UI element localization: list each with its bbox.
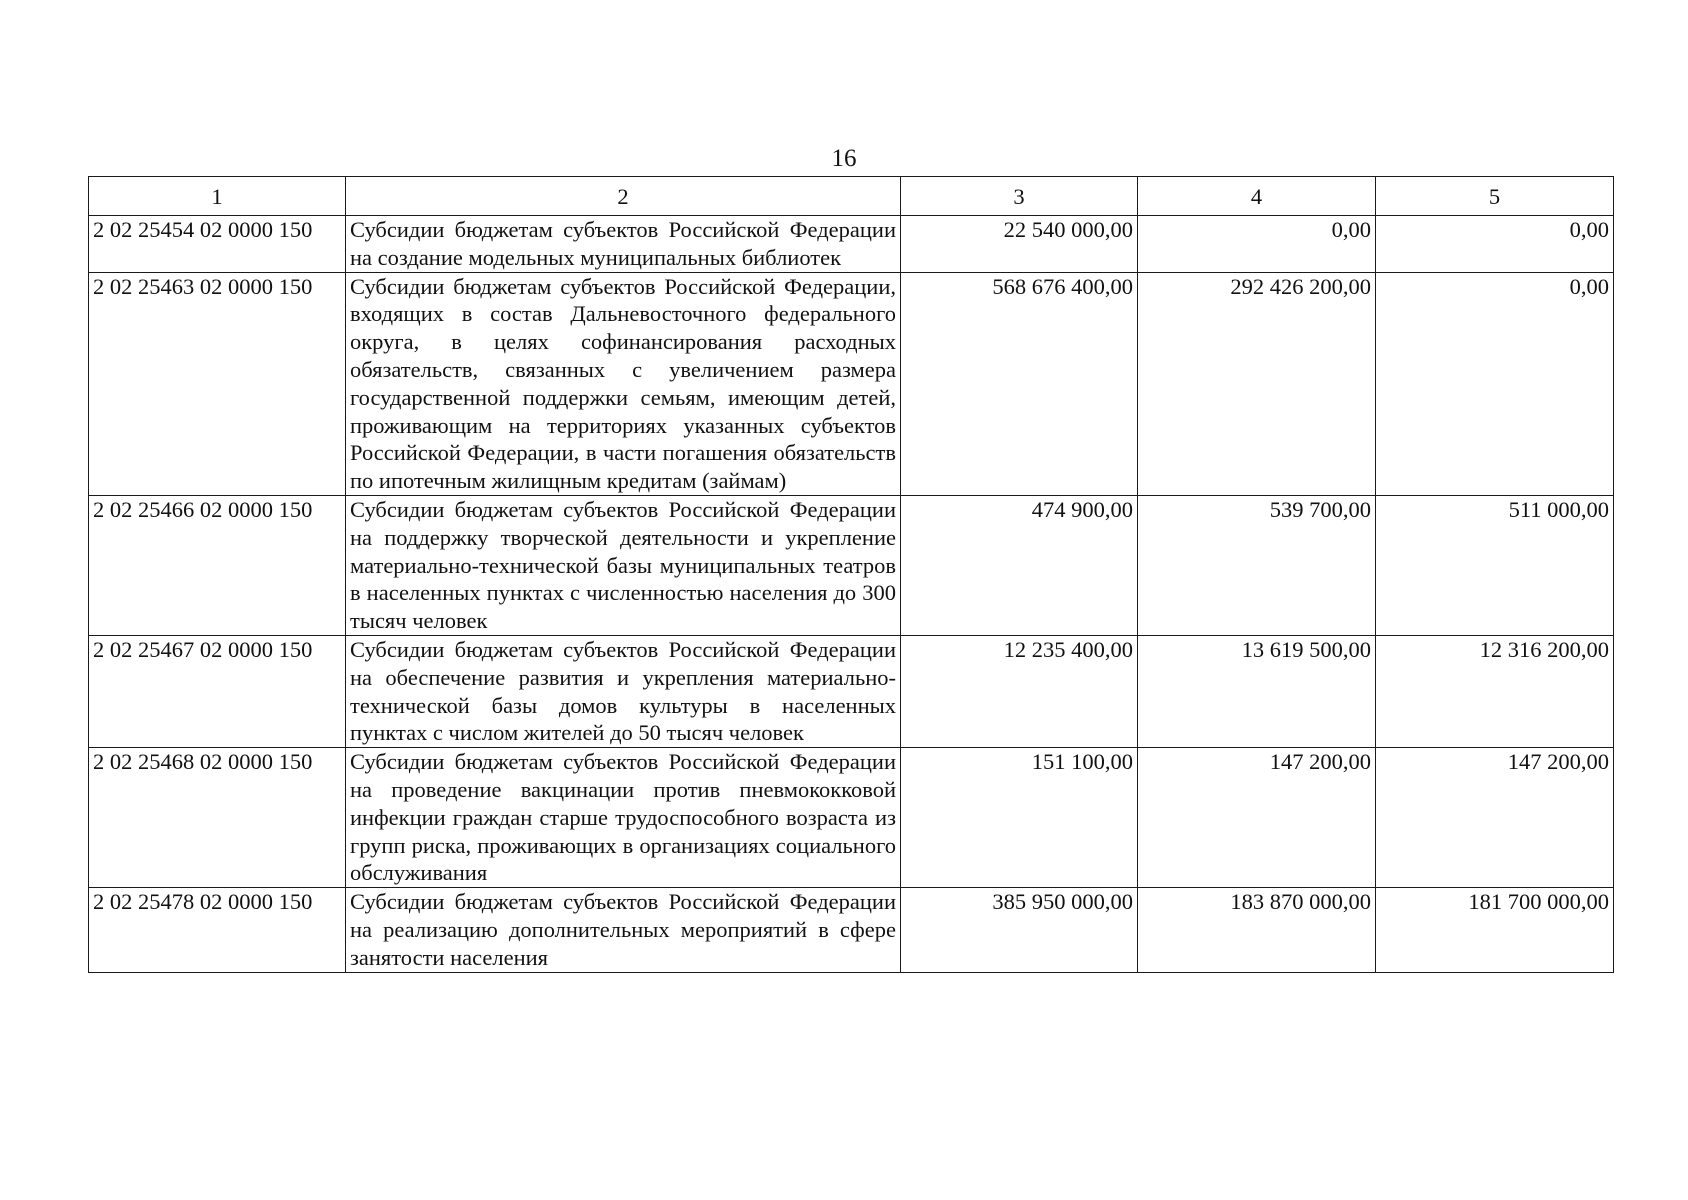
table-header-row <box>89 177 1614 216</box>
budget-code: 2 02 25468 02 0000 150 <box>89 748 346 888</box>
amount-col-4: 13 619 500,00 <box>1138 635 1376 747</box>
header-col-5: 5 <box>1376 177 1614 216</box>
amount-col-3: 385 950 000,00 <box>901 888 1138 972</box>
header-col-3: 3 <box>901 177 1138 216</box>
table-row <box>89 216 1614 273</box>
amount-col-4: 539 700,00 <box>1138 495 1376 635</box>
row-description: Субсидии бюджетам субъектов Российской Федерации на проведение вакцинации против пневмококковой инфекции граждан старше трудоспособного возраста из групп риска, проживающих в организациях социального обслуживания <box>346 748 901 888</box>
budget-code: 2 02 25454 02 0000 150 <box>89 216 346 273</box>
amount-col-5: 0,00 <box>1376 272 1614 495</box>
amount-col-5: 12 316 200,00 <box>1376 635 1614 747</box>
table-row <box>89 748 1614 888</box>
budget-code: 2 02 25467 02 0000 150 <box>89 635 346 747</box>
row-description: Субсидии бюджетам субъектов Российской Федерации, входящих в состав Дальневосточного федерального округа, в целях софинансирования расходных обязательств, связанных с увеличением размера государственной поддержки семьям, имеющим детей, проживающим на территориях указанных субъектов Российской Федерации, в части погашения обязательств по ипотечным жилищным кредитам (займам) <box>346 272 901 495</box>
amount-col-3: 22 540 000,00 <box>901 216 1138 273</box>
header-col-2: 2 <box>346 177 901 216</box>
amount-col-4: 0,00 <box>1138 216 1376 273</box>
amount-col-4: 147 200,00 <box>1138 748 1376 888</box>
amount-col-3: 151 100,00 <box>901 748 1138 888</box>
table-row <box>89 272 1614 495</box>
row-description: Субсидии бюджетам субъектов Российской Федерации на обеспечение развития и укрепления материально-технической базы домов культуры в населенных пунктах с числом жителей до 50 тысяч человек <box>346 635 901 747</box>
budget-code: 2 02 25478 02 0000 150 <box>89 888 346 972</box>
budget-code: 2 02 25463 02 0000 150 <box>89 272 346 495</box>
amount-col-3: 12 235 400,00 <box>901 635 1138 747</box>
amount-col-5: 181 700 000,00 <box>1376 888 1614 972</box>
page-number: 16 <box>831 145 857 172</box>
table-row <box>89 888 1614 972</box>
table-row <box>89 495 1614 635</box>
amount-col-5: 0,00 <box>1376 216 1614 273</box>
amount-col-3: 568 676 400,00 <box>901 272 1138 495</box>
budget-table <box>88 176 1614 973</box>
header-col-1: 1 <box>89 177 346 216</box>
row-description: Субсидии бюджетам субъектов Российской Федерации на создание модельных муниципальных библиотек <box>346 216 901 273</box>
row-description: Субсидии бюджетам субъектов Российской Федерации на реализацию дополнительных мероприятий в сфере занятости населения <box>346 888 901 972</box>
table-row <box>89 635 1614 747</box>
amount-col-3: 474 900,00 <box>901 495 1138 635</box>
budget-code: 2 02 25466 02 0000 150 <box>89 495 346 635</box>
amount-col-5: 511 000,00 <box>1376 495 1614 635</box>
amount-col-5: 147 200,00 <box>1376 748 1614 888</box>
header-col-4: 4 <box>1138 177 1376 216</box>
amount-col-4: 183 870 000,00 <box>1138 888 1376 972</box>
row-description: Субсидии бюджетам субъектов Российской Федерации на поддержку творческой деятельности и укрепление материально-технической базы муниципальных театров в населенных пунктах с численностью населения до 300 тысяч человек <box>346 495 901 635</box>
amount-col-4: 292 426 200,00 <box>1138 272 1376 495</box>
